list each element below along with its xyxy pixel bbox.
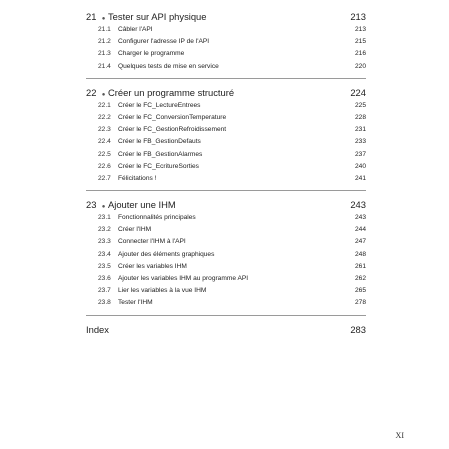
- entry-number: 23.6: [98, 275, 111, 282]
- entry-number: 22.3: [98, 126, 111, 134]
- entry-page: 262: [354, 275, 366, 282]
- entry-title: Quelques tests de mise en service: [118, 62, 219, 70]
- chapter-heading[interactable]: [86, 9, 366, 24]
- entry-number: 22.5: [98, 150, 111, 158]
- entry-title: Créer le FC_LectureEntrees: [118, 101, 201, 109]
- entry-number: 22.4: [98, 138, 111, 146]
- entry-number: 22.6: [98, 162, 111, 170]
- chapter-divider: [86, 315, 366, 316]
- chapter-number: 21: [86, 11, 97, 22]
- toc-entry[interactable]: [86, 249, 366, 261]
- entry-title: Ajouter des éléments graphiques: [118, 250, 215, 258]
- entry-number: 23.1: [98, 214, 111, 222]
- entry-title: Configurer l'adresse IP de l'API: [118, 38, 210, 46]
- toc-entry[interactable]: [86, 285, 366, 297]
- entry-page: 243: [354, 214, 366, 222]
- entry-number: 23.7: [98, 287, 111, 295]
- chapter-divider: [86, 190, 366, 191]
- chapter-page: 213: [350, 11, 366, 22]
- chapter-heading[interactable]: [86, 85, 366, 100]
- index-heading[interactable]: [86, 322, 366, 337]
- chapter-22: [86, 85, 366, 191]
- entry-number: 21.2: [98, 38, 111, 46]
- entry-number: 21.4: [98, 62, 111, 70]
- entry-title: Tester l'IHM: [118, 299, 153, 307]
- bullet-icon: ●: [101, 204, 106, 211]
- entry-title: Créer le FC_EcritureSorties: [118, 162, 199, 170]
- toc-entry[interactable]: [86, 161, 366, 173]
- bullet-icon: ●: [101, 16, 106, 22]
- toc-entry[interactable]: [86, 36, 366, 48]
- toc-entry[interactable]: [86, 48, 366, 60]
- toc-entry[interactable]: [86, 112, 366, 124]
- toc-entry[interactable]: [86, 236, 366, 248]
- entry-page: 240: [354, 162, 366, 170]
- entry-page: 233: [354, 138, 366, 146]
- entry-number: 22.7: [98, 174, 111, 182]
- toc-entry[interactable]: [86, 261, 366, 273]
- entry-title: Ajouter les variables IHM au programme API: [118, 275, 249, 282]
- toc-entry[interactable]: [86, 124, 366, 136]
- entry-page: 215: [354, 38, 366, 46]
- chapter-number: 22: [86, 86, 97, 98]
- index-title: Index: [86, 323, 109, 335]
- entry-title: Créer le FC_GestionRefroidissement: [118, 126, 227, 134]
- entry-title: Lier les variables à la vue IHM: [118, 287, 207, 295]
- chapter-title: Ajouter une IHM: [108, 199, 176, 211]
- entry-number: 21.3: [98, 50, 111, 58]
- entry-page: 216: [354, 50, 366, 58]
- entry-page: 247: [354, 238, 366, 246]
- toc-entry[interactable]: [86, 297, 366, 309]
- table-of-contents: [86, 9, 366, 337]
- toc-entry[interactable]: [86, 149, 366, 161]
- entry-title: Félicitations !: [118, 174, 157, 182]
- entry-title: Créer les variables IHM: [118, 262, 187, 270]
- entry-page: 248: [354, 250, 366, 258]
- chapter-23: [86, 197, 366, 316]
- entry-title: Connecter l'IHM à l'API: [118, 238, 186, 246]
- entry-page: 213: [354, 26, 366, 33]
- entry-page: 244: [354, 226, 366, 234]
- entry-title: Créer le FC_ConversionTemperature: [118, 113, 227, 121]
- toc-entry[interactable]: [86, 61, 366, 73]
- entry-number: 23.4: [98, 250, 111, 258]
- entry-page: 228: [354, 113, 366, 121]
- chapter-title: Créer un programme structuré: [108, 86, 235, 98]
- entry-title: Fonctionnalités principales: [118, 214, 196, 222]
- entry-number: 23.5: [98, 262, 111, 270]
- chapter-page: 224: [350, 86, 366, 98]
- toc-entry[interactable]: [86, 24, 366, 36]
- toc-entry[interactable]: [86, 173, 366, 185]
- entry-number: 23.8: [98, 299, 111, 307]
- entry-number: 21.1: [98, 26, 111, 33]
- entry-number: 23.3: [98, 238, 111, 246]
- entry-page: 225: [354, 101, 366, 109]
- entry-page: 261: [354, 262, 366, 270]
- chapter-21: [86, 9, 366, 79]
- chapter-number: 23: [86, 199, 97, 211]
- index-page: 283: [350, 323, 366, 335]
- chapter-divider: [86, 78, 366, 79]
- entry-page: 278: [354, 299, 366, 307]
- entry-title: Charger le programme: [118, 50, 185, 58]
- entry-page: 237: [354, 150, 366, 158]
- toc-entry[interactable]: [86, 136, 366, 148]
- toc-entry[interactable]: [86, 212, 366, 224]
- entry-page: 220: [354, 62, 366, 70]
- entry-title: Créer l'IHM: [118, 226, 152, 234]
- entry-page: 241: [354, 174, 366, 182]
- entry-number: 22.1: [98, 101, 111, 109]
- chapter-page: 243: [350, 199, 366, 211]
- toc-entry[interactable]: [86, 100, 366, 112]
- entry-number: 23.2: [98, 226, 111, 234]
- toc-entry[interactable]: [86, 224, 366, 236]
- chapter-title: Tester sur API physique: [108, 11, 207, 22]
- entry-title: Créer le FB_GestionDefauts: [118, 138, 201, 146]
- entry-page: 265: [354, 287, 366, 295]
- entry-number: 22.2: [98, 113, 111, 121]
- entry-page: 231: [354, 126, 366, 134]
- chapter-heading[interactable]: [86, 197, 366, 212]
- entry-title: Créer le FB_GestionAlarmes: [118, 150, 203, 158]
- toc-entry[interactable]: [86, 273, 366, 285]
- page-folio: XI: [395, 431, 404, 440]
- bullet-icon: ●: [101, 91, 106, 98]
- entry-title: Câbler l'API: [118, 26, 153, 33]
